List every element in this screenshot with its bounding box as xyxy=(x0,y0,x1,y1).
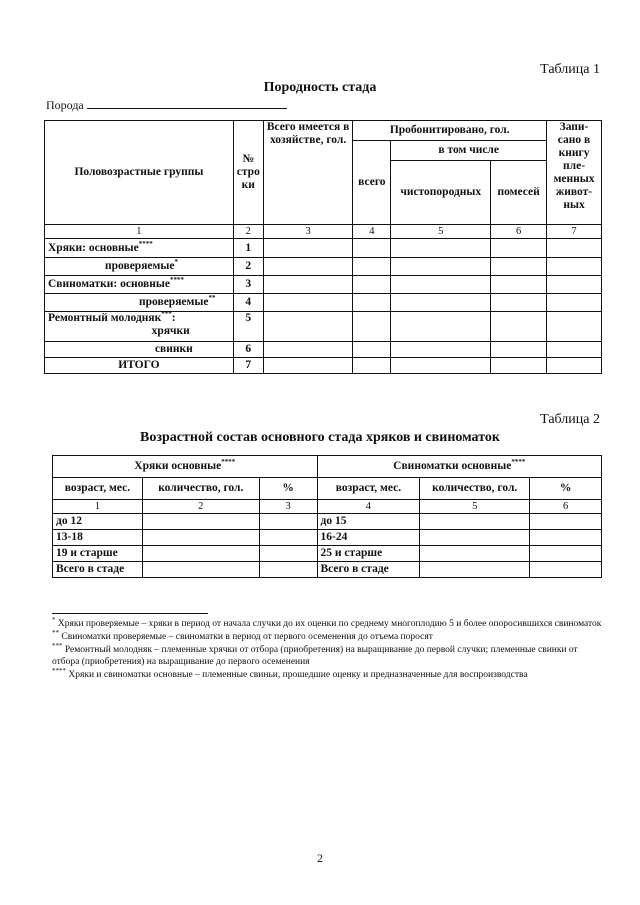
sow-age: 25 и старше xyxy=(317,546,420,562)
table-row-total xyxy=(45,358,602,374)
table-row xyxy=(45,342,602,358)
col-number: 3 xyxy=(263,225,353,239)
sows-header: Свиноматки основные**** xyxy=(317,456,601,478)
row-number: 2 xyxy=(233,258,263,276)
table-row-total xyxy=(53,562,602,578)
footnote: **** Хряки и свиноматки основные – племенные свиньи, прошедшие оценку и предназначенные для воспроизводства xyxy=(52,666,528,680)
page-number: 2 xyxy=(317,851,323,865)
header-age: возраст, мес. xyxy=(317,478,420,500)
col-number: 1 xyxy=(53,500,143,514)
header-total: Всего имеется в хозяйстве, гол. xyxy=(263,121,353,225)
header-groups: Половозрастные группы xyxy=(45,121,234,225)
row-number: 5 xyxy=(233,312,263,342)
breed-blank-line xyxy=(87,98,287,109)
footnotes xyxy=(52,615,602,682)
boar-age: 19 и старше xyxy=(53,546,143,562)
header-crossbred: помесей xyxy=(491,161,547,225)
footnote: * Хряки проверяемые – хряки в период от начала случки до их оценки по среднему многоплодию 5 и более опоросившихся свиноматок xyxy=(52,615,602,629)
table2-title: Возрастной состав основного стада хряков и свиноматок xyxy=(140,430,500,445)
header-including: в том числе xyxy=(391,141,547,161)
header-age: возраст, мес. xyxy=(53,478,143,500)
table-row xyxy=(45,258,602,276)
footnote: *** Ремонтный молодняк – племенные хрячки от отбора (приобретения) на выращивание до первой случки; племенные свинки от отбора (приобретения) на выращивание до первого осеменения xyxy=(52,641,578,667)
sow-age: Всего в стаде xyxy=(317,562,420,578)
boars-header: Хряки основные**** xyxy=(53,456,318,478)
col-number: 2 xyxy=(233,225,263,239)
header-purebred: чистопородных xyxy=(391,161,491,225)
row-label: проверяемые* xyxy=(45,258,234,276)
row-label: Хряки: основные**** xyxy=(45,239,234,258)
header-row-no: № стро ки xyxy=(233,121,263,225)
col-number: 1 xyxy=(45,225,234,239)
col-number: 6 xyxy=(491,225,547,239)
col-number: 3 xyxy=(259,500,317,514)
table-row xyxy=(45,239,602,258)
row-number: 4 xyxy=(233,294,263,312)
row-number: 3 xyxy=(233,276,263,294)
header-pct: % xyxy=(530,478,602,500)
row-label: Свиноматки: основные**** xyxy=(45,276,234,294)
breed-composition-table xyxy=(44,120,602,374)
sow-age: до 15 xyxy=(317,514,420,530)
table-row xyxy=(53,546,602,562)
footnote-divider xyxy=(52,613,208,614)
table1-label: Таблица 1 xyxy=(540,62,600,77)
col-number: 5 xyxy=(391,225,491,239)
table-row xyxy=(53,514,602,530)
col-number: 4 xyxy=(353,225,391,239)
table-row xyxy=(45,312,602,342)
col-number: 5 xyxy=(420,500,530,514)
header-qty: количество, гол. xyxy=(142,478,259,500)
table-row xyxy=(45,276,602,294)
table2-label: Таблица 2 xyxy=(540,412,600,427)
row-label: проверяемые** xyxy=(45,294,234,312)
boar-age: 13-18 xyxy=(53,530,143,546)
age-composition-table xyxy=(52,455,602,578)
col-number: 4 xyxy=(317,500,420,514)
header-qty: количество, гол. xyxy=(420,478,530,500)
footnote: ** Свиноматки проверяемые – свиноматки в период от первого осеменения до отъема поросят xyxy=(52,628,433,642)
breed-label: Порода xyxy=(46,98,84,112)
table-row xyxy=(53,530,602,546)
table-row xyxy=(45,294,602,312)
breed-field xyxy=(46,98,287,113)
row-number: 7 xyxy=(233,358,263,374)
row-number: 1 xyxy=(233,239,263,258)
header-all: всего xyxy=(353,141,391,225)
header-recorded: Запи-сано в книгу пле-менных живот-ных xyxy=(547,121,602,225)
col-number: 6 xyxy=(530,500,602,514)
table1-title: Породность стада xyxy=(263,80,377,95)
col-number: 7 xyxy=(547,225,602,239)
row-label: свинки xyxy=(45,342,234,358)
row-number: 6 xyxy=(233,342,263,358)
row-label: Ремонтный молодняк***: хрячки xyxy=(45,312,234,342)
sow-age: 16-24 xyxy=(317,530,420,546)
col-number: 2 xyxy=(142,500,259,514)
header-pct: % xyxy=(259,478,317,500)
header-appraised: Пробонитировано, гол. xyxy=(353,121,547,141)
boar-age: до 12 xyxy=(53,514,143,530)
row-label: ИТОГО xyxy=(45,358,234,374)
boar-age: Всего в стаде xyxy=(53,562,143,578)
